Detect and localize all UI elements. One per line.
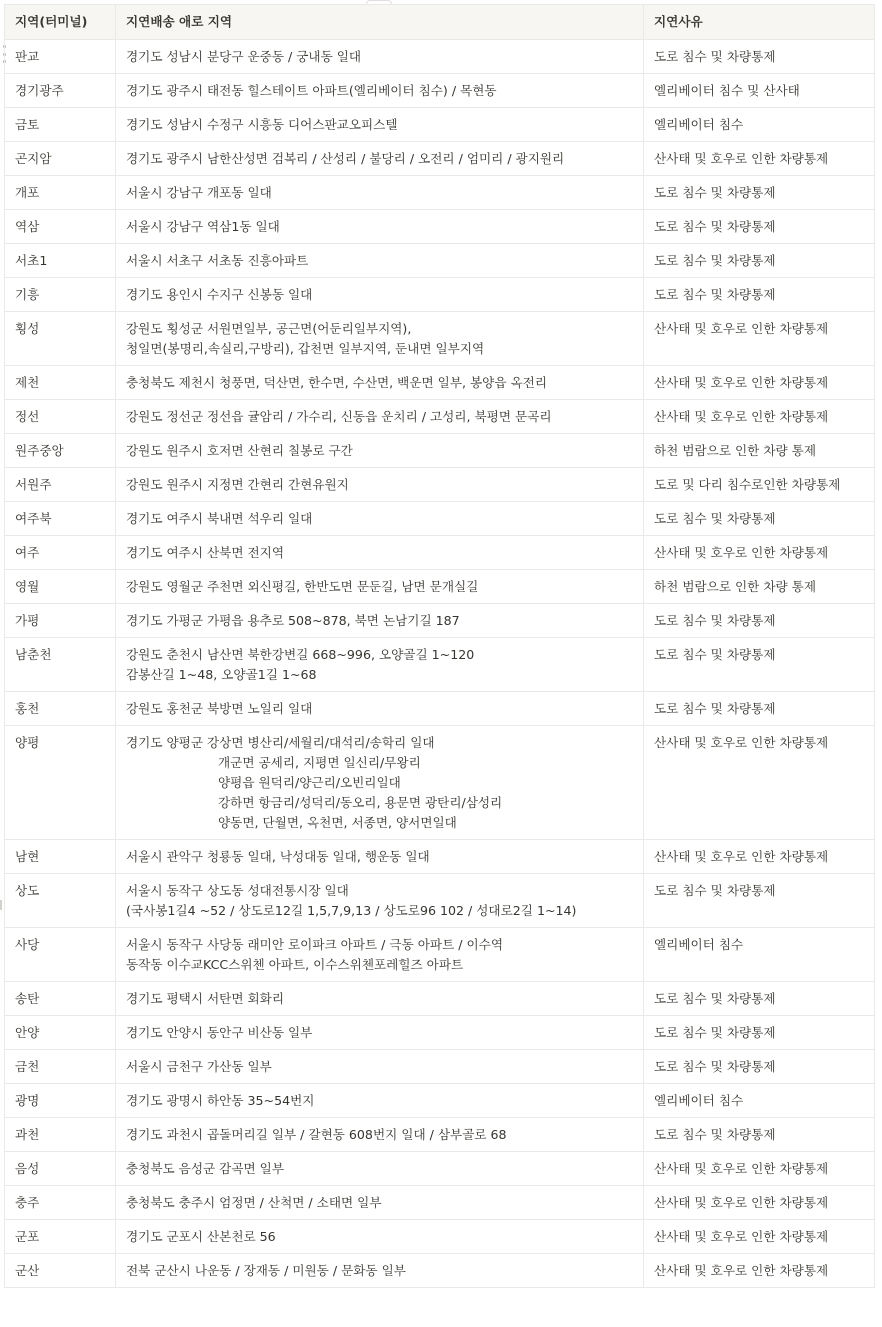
reason-cell[interactable]: 산사태 및 호우로 인한 차량통제 xyxy=(644,400,875,434)
area-line: 강원도 정선군 정선읍 귤암리 / 가수리, 신동읍 운치리 / 고성리, 북평면 문곡리 xyxy=(126,409,552,424)
reason-cell[interactable]: 도로 침수 및 차량통제 xyxy=(644,210,875,244)
terminal-cell[interactable]: 서초1 xyxy=(5,244,116,278)
reason-cell[interactable]: 도로 침수 및 차량통제 xyxy=(644,982,875,1016)
area-line: 서울시 강남구 역삼1동 일대 xyxy=(126,219,280,234)
area-cell[interactable] xyxy=(116,982,644,1016)
table-row xyxy=(5,638,875,692)
terminal-cell[interactable]: 충주 xyxy=(5,1186,116,1220)
table-row xyxy=(5,142,875,176)
terminal-cell[interactable]: 음성 xyxy=(5,1152,116,1186)
area-line: 충청북도 충주시 엄정면 / 산척면 / 소태면 일부 xyxy=(126,1195,382,1210)
area-cell[interactable] xyxy=(116,1084,644,1118)
reason-cell[interactable]: 도로 침수 및 차량통제 xyxy=(644,1118,875,1152)
area-cell[interactable] xyxy=(116,1050,644,1084)
terminal-cell[interactable]: 여주북 xyxy=(5,502,116,536)
area-cell[interactable] xyxy=(116,74,644,108)
area-line: 양동면, 단월면, 옥천면, 서종면, 양서면일대 xyxy=(218,815,457,830)
area-cell[interactable] xyxy=(116,570,644,604)
area-line: 서울시 동작구 사당동 래미안 로이파크 아파트 / 극동 아파트 / 이수역 xyxy=(126,937,503,952)
reason-cell[interactable]: 산사태 및 호우로 인한 차량통제 xyxy=(644,1254,875,1288)
area-line: 강원도 춘천시 남산면 북한강변길 668~996, 오양골길 1~120 xyxy=(126,647,475,662)
area-line: 서울시 관악구 청룡동 일대, 낙성대동 일대, 행운동 일대 xyxy=(126,849,430,864)
area-line: 경기도 과천시 곱돌머리길 일부 / 갈현동 608번지 일대 / 삼부골로 68 xyxy=(126,1127,507,1142)
area-cell[interactable] xyxy=(116,692,644,726)
reason-cell[interactable]: 도로 및 다리 침수로인한 차량통제 xyxy=(644,468,875,502)
area-line: 경기도 양평군 강상면 병산리/세월리/대석리/송학리 일대 xyxy=(126,735,435,750)
area-line: 개군면 공세리, 지평면 일신리/무왕리 xyxy=(218,755,421,770)
table-row xyxy=(5,278,875,312)
area-cell[interactable] xyxy=(116,1152,644,1186)
table-row xyxy=(5,244,875,278)
area-cell[interactable] xyxy=(116,434,644,468)
area-cell[interactable] xyxy=(116,400,644,434)
area-line: 청일면(봉명리,속실리,구방리), 갑천면 일부지역, 둔내면 일부지역 xyxy=(126,341,485,356)
reason-cell[interactable]: 도로 침수 및 차량통제 xyxy=(644,874,875,928)
area-line: 충청북도 음성군 감곡면 일부 xyxy=(126,1161,284,1176)
terminal-cell[interactable]: 홍천 xyxy=(5,692,116,726)
table-row xyxy=(5,1050,875,1084)
table-row xyxy=(5,468,875,502)
area-line: 강원도 원주시 호저면 산현리 칠봉로 구간 xyxy=(126,443,353,458)
terminal-cell[interactable]: 송탄 xyxy=(5,982,116,1016)
terminal-cell[interactable]: 상도 xyxy=(5,874,116,928)
area-cell[interactable] xyxy=(116,726,644,840)
area-cell[interactable] xyxy=(116,468,644,502)
table-row xyxy=(5,400,875,434)
terminal-cell[interactable]: 남현 xyxy=(5,840,116,874)
delivery-delay-table xyxy=(4,4,875,1288)
reason-cell[interactable]: 도로 침수 및 차량통제 xyxy=(644,176,875,210)
area-line: 서울시 금천구 가산동 일부 xyxy=(126,1059,272,1074)
table-row xyxy=(5,1220,875,1254)
terminal-cell[interactable]: 안양 xyxy=(5,1016,116,1050)
table-row xyxy=(5,312,875,366)
table-row xyxy=(5,74,875,108)
area-line: 감봉산길 1~48, 오양골1길 1~68 xyxy=(126,667,317,682)
terminal-cell[interactable]: 사당 xyxy=(5,928,116,982)
table-row xyxy=(5,536,875,570)
terminal-cell[interactable]: 가평 xyxy=(5,604,116,638)
area-cell[interactable] xyxy=(116,604,644,638)
header-reason[interactable]: 지연사유 xyxy=(644,5,875,40)
area-line: 강원도 영월군 주천면 외신평길, 한반도면 문둔길, 남면 문개실길 xyxy=(126,579,479,594)
reason-cell[interactable]: 도로 침수 및 차량통제 xyxy=(644,1016,875,1050)
table-row xyxy=(5,210,875,244)
terminal-cell[interactable]: 남춘천 xyxy=(5,638,116,692)
reason-cell[interactable]: 산사태 및 호우로 인한 차량통제 xyxy=(644,840,875,874)
area-cell[interactable] xyxy=(116,210,644,244)
header-area[interactable]: 지연배송 애로 지역 xyxy=(116,5,644,40)
table-row xyxy=(5,1254,875,1288)
area-line: 경기도 여주시 북내면 석우리 일대 xyxy=(126,511,313,526)
area-line: 충청북도 제천시 청풍면, 덕산면, 한수면, 수산면, 백운면 일부, 봉양읍 옥전리 xyxy=(126,375,548,390)
area-line: 경기도 안양시 동안구 비산동 일부 xyxy=(126,1025,313,1040)
terminal-cell[interactable]: 제천 xyxy=(5,366,116,400)
table-row xyxy=(5,570,875,604)
terminal-cell[interactable]: 서원주 xyxy=(5,468,116,502)
table-row xyxy=(5,366,875,400)
area-cell[interactable] xyxy=(116,40,644,74)
area-line: 서울시 서초구 서초동 진흥아파트 xyxy=(126,253,309,268)
reason-cell[interactable]: 엘리베이터 침수 xyxy=(644,928,875,982)
reason-cell[interactable]: 도로 침수 및 차량통제 xyxy=(644,1050,875,1084)
terminal-cell[interactable]: 기흥 xyxy=(5,278,116,312)
area-cell[interactable] xyxy=(116,1186,644,1220)
area-cell[interactable] xyxy=(116,502,644,536)
table-row xyxy=(5,176,875,210)
table-row xyxy=(5,1186,875,1220)
table-row xyxy=(5,604,875,638)
area-line: 강하면 항금리/성덕리/동오리, 용문면 광탄리/삼성리 xyxy=(218,795,503,810)
area-cell[interactable] xyxy=(116,1016,644,1050)
terminal-cell[interactable]: 양평 xyxy=(5,726,116,840)
reason-cell[interactable]: 도로 침수 및 차량통제 xyxy=(644,502,875,536)
area-line: 경기도 가평군 가평읍 용추로 508~878, 북면 논남기길 187 xyxy=(126,613,460,628)
table-row xyxy=(5,726,875,840)
terminal-cell[interactable]: 금토 xyxy=(5,108,116,142)
reason-cell[interactable]: 엘리베이터 침수 및 산사태 xyxy=(644,74,875,108)
table-row xyxy=(5,1016,875,1050)
area-cell[interactable] xyxy=(116,312,644,366)
header-terminal[interactable]: 지역(터미널) xyxy=(5,5,116,40)
area-line: 서울시 동작구 상도동 성대전통시장 일대 xyxy=(126,883,349,898)
area-line: 양평읍 원덕리/양근리/오빈리일대 xyxy=(218,775,401,790)
area-line: 전북 군산시 나운동 / 장재동 / 미원동 / 문화동 일부 xyxy=(126,1263,406,1278)
area-line: 강원도 횡성군 서원면일부, 공근면(어둔리일부지역), xyxy=(126,321,412,336)
area-cell[interactable] xyxy=(116,108,644,142)
reason-cell[interactable]: 도로 침수 및 차량통제 xyxy=(644,638,875,692)
table-row xyxy=(5,840,875,874)
terminal-cell[interactable]: 개포 xyxy=(5,176,116,210)
reason-cell[interactable]: 엘리베이터 침수 xyxy=(644,108,875,142)
area-line: 경기도 성남시 수정구 시흥동 디어스판교오피스텔 xyxy=(126,117,398,132)
area-line: 경기도 광명시 하안동 35~54번지 xyxy=(126,1093,315,1108)
table-row xyxy=(5,928,875,982)
reason-cell[interactable]: 산사태 및 호우로 인한 차량통제 xyxy=(644,366,875,400)
area-line: 경기도 성남시 분당구 운중동 / 궁내동 일대 xyxy=(126,49,362,64)
area-cell[interactable] xyxy=(116,928,644,982)
reason-cell[interactable]: 하천 범람으로 인한 차량 통제 xyxy=(644,570,875,604)
area-cell[interactable] xyxy=(116,840,644,874)
area-line: 동작동 이수교KCC스위첸 아파트, 이수스위첸포레힐즈 아파트 xyxy=(126,957,464,972)
table-row xyxy=(5,692,875,726)
area-cell[interactable] xyxy=(116,278,644,312)
area-line: 경기도 광주시 태전동 힐스테이트 아파트(엘리베이터 침수) / 목현동 xyxy=(126,83,497,98)
terminal-cell[interactable]: 경기광주 xyxy=(5,74,116,108)
reason-cell[interactable]: 산사태 및 호우로 인한 차량통제 xyxy=(644,312,875,366)
area-line: 경기도 여주시 산북면 전지역 xyxy=(126,545,284,560)
area-cell[interactable] xyxy=(116,176,644,210)
area-line: (국사봉1길4 ~52 / 상도로12길 1,5,7,9,13 / 상도로96 102 / 성대로2길 1~14) xyxy=(126,903,577,918)
area-cell[interactable] xyxy=(116,244,644,278)
reason-cell[interactable]: 산사태 및 호우로 인한 차량통제 xyxy=(644,726,875,840)
reason-cell[interactable]: 엘리베이터 침수 xyxy=(644,1084,875,1118)
terminal-cell[interactable]: 여주 xyxy=(5,536,116,570)
terminal-cell[interactable]: 광명 xyxy=(5,1084,116,1118)
table-container xyxy=(4,4,874,1288)
table-row xyxy=(5,1118,875,1152)
terminal-cell[interactable]: 곤지암 xyxy=(5,142,116,176)
table-row xyxy=(5,1084,875,1118)
area-cell[interactable] xyxy=(116,638,644,692)
area-cell[interactable] xyxy=(116,366,644,400)
table-row xyxy=(5,502,875,536)
reason-cell[interactable]: 도로 침수 및 차량통제 xyxy=(644,244,875,278)
table-header-row xyxy=(5,5,875,40)
table-row xyxy=(5,434,875,468)
area-line: 강원도 원주시 지정면 간현리 간현유원지 xyxy=(126,477,349,492)
area-line: 경기도 군포시 산본천로 56 xyxy=(126,1229,276,1244)
area-line: 서울시 강남구 개포동 일대 xyxy=(126,185,272,200)
reason-cell[interactable]: 도로 침수 및 차량통제 xyxy=(644,278,875,312)
reason-cell[interactable]: 산사태 및 호우로 인한 차량통제 xyxy=(644,1186,875,1220)
reason-cell[interactable]: 산사태 및 호우로 인한 차량통제 xyxy=(644,1152,875,1186)
area-cell[interactable] xyxy=(116,1220,644,1254)
area-line: 경기도 광주시 남한산성면 검복리 / 산성리 / 불당리 / 오전리 / 엄미리 / 광지원리 xyxy=(126,151,565,166)
terminal-cell[interactable]: 군포 xyxy=(5,1220,116,1254)
reason-cell[interactable]: 하천 범람으로 인한 차량 통제 xyxy=(644,434,875,468)
area-line: 강원도 홍천군 북방면 노일리 일대 xyxy=(126,701,313,716)
terminal-cell[interactable]: 영월 xyxy=(5,570,116,604)
table-body xyxy=(5,40,875,1288)
table-row xyxy=(5,108,875,142)
reason-cell[interactable]: 산사태 및 호우로 인한 차량통제 xyxy=(644,142,875,176)
reason-cell[interactable]: 산사태 및 호우로 인한 차량통제 xyxy=(644,1220,875,1254)
table-row xyxy=(5,874,875,928)
area-cell[interactable] xyxy=(116,142,644,176)
area-cell[interactable] xyxy=(116,1118,644,1152)
reason-cell[interactable]: 도로 침수 및 차량통제 xyxy=(644,604,875,638)
area-line: 경기도 평택시 서탄면 회화리 xyxy=(126,991,284,1006)
terminal-cell[interactable]: 금천 xyxy=(5,1050,116,1084)
reason-cell[interactable]: 도로 침수 및 차량통제 xyxy=(644,40,875,74)
area-cell[interactable] xyxy=(116,874,644,928)
table-row xyxy=(5,40,875,74)
terminal-cell[interactable]: 원주중앙 xyxy=(5,434,116,468)
area-cell[interactable] xyxy=(116,1254,644,1288)
terminal-cell[interactable]: 횡성 xyxy=(5,312,116,366)
reason-cell[interactable]: 산사태 및 호우로 인한 차량통제 xyxy=(644,536,875,570)
terminal-cell[interactable]: 정선 xyxy=(5,400,116,434)
table-row xyxy=(5,982,875,1016)
terminal-cell[interactable]: 역삼 xyxy=(5,210,116,244)
terminal-cell[interactable]: 과천 xyxy=(5,1118,116,1152)
terminal-cell[interactable]: 군산 xyxy=(5,1254,116,1288)
area-line: 경기도 용인시 수지구 신봉동 일대 xyxy=(126,287,313,302)
table-row xyxy=(5,1152,875,1186)
left-edge-marker xyxy=(0,900,2,910)
reason-cell[interactable]: 도로 침수 및 차량통제 xyxy=(644,692,875,726)
terminal-cell[interactable]: 판교 xyxy=(5,40,116,74)
area-cell[interactable] xyxy=(116,536,644,570)
